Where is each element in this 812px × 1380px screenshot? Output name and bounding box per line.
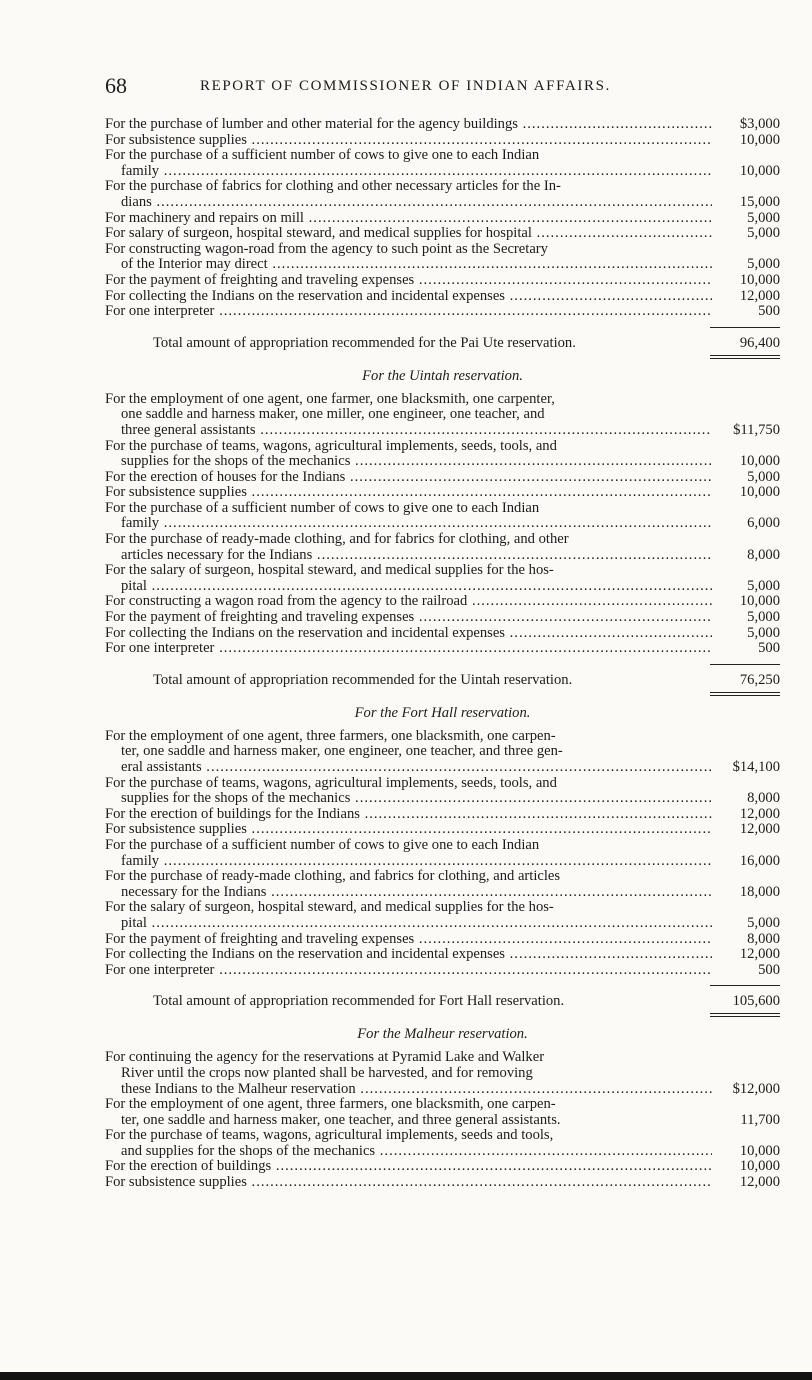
item-amount: 11,700	[740, 1111, 780, 1128]
appropriation-line	[105, 423, 780, 439]
appropriation-line	[105, 485, 780, 501]
item-text: For machinery and repairs on mill .....	[105, 211, 712, 227]
item-amount: $14,100	[732, 759, 780, 775]
item-text: For the purchase of lumber and other material for the agency buildings .....	[105, 117, 712, 133]
item-text: For the purchase of ready-made clothing, and for fabrics for clothing, and other	[105, 532, 569, 548]
total-fort-hall	[105, 990, 780, 1012]
item-amount: 10,000	[739, 593, 780, 610]
item-amount: 10,000	[739, 271, 780, 288]
appropriation-line	[105, 1097, 780, 1113]
item-text: For one interpreter .....	[105, 641, 712, 657]
total-label: Total amount of appropriation recommended for Fort Hall reservation.	[153, 993, 565, 1010]
appropriation-line	[105, 869, 780, 885]
item-amount: 10,000	[739, 1158, 780, 1175]
appropriation-line	[105, 1175, 780, 1191]
item-text: For the employment of one agent, three farmers, one blacksmith, one carpen-	[105, 728, 556, 744]
item-text: For subsistence supplies .....	[105, 1175, 712, 1191]
appropriation-line	[105, 117, 780, 133]
item-amount: 6,000	[747, 515, 780, 532]
total-label: Total amount of appropriation recommended for the Uintah reservation.	[153, 671, 573, 688]
item-amount: 5,000	[747, 468, 780, 485]
appropriation-line	[105, 1050, 780, 1066]
appropriation-line	[105, 289, 780, 305]
total-pai-ute	[105, 332, 780, 354]
appropriation-line	[105, 532, 780, 548]
item-amount: 12,000	[739, 821, 780, 838]
item-text: River until the crops now planted shall be harvested, and for removing	[121, 1065, 533, 1081]
item-text: For the salary of surgeon, hospital steward, and medical supplies for the hos-	[105, 563, 554, 579]
total-value: 105,600	[732, 993, 780, 1010]
page-number: 68	[105, 73, 127, 98]
appropriation-line	[105, 641, 780, 657]
appropriation-line	[105, 838, 780, 854]
item-amount: 5,000	[747, 914, 780, 931]
item-text: family .....	[121, 854, 712, 870]
item-amount: 10,000	[739, 162, 780, 179]
item-text: For the payment of freighting and traveling expenses .....	[105, 273, 712, 289]
item-text: For the employment of one agent, three farmers, one blacksmith, one carpen-	[105, 1097, 556, 1113]
item-amount: 5,000	[747, 609, 780, 626]
item-text: three general assistants .....	[121, 423, 712, 439]
item-amount: 12,000	[739, 805, 780, 822]
item-text: eral assistants .....	[121, 760, 712, 776]
item-amount: 5,000	[747, 225, 780, 242]
item-text: dians .....	[121, 195, 712, 211]
item-amount: 5,000	[747, 577, 780, 594]
item-amount: 18,000	[739, 883, 780, 900]
appropriation-line	[105, 610, 780, 626]
appropriation-line	[105, 1144, 780, 1160]
item-amount: $12,000	[732, 1080, 780, 1097]
item-amount: 12,000	[739, 287, 780, 304]
appropriation-line	[105, 963, 780, 979]
section-heading-uintah: For the Uintah reservation.	[362, 367, 523, 384]
item-text: For constructing wagon-road from the agency to such point as the Secretary	[105, 241, 548, 257]
item-text: For the erection of buildings for the Indians .....	[105, 807, 712, 823]
total-uintah	[105, 669, 780, 691]
item-text: For one interpreter .....	[105, 963, 712, 979]
running-title: REPORT OF COMMISSIONER OF INDIAN AFFAIRS.	[200, 78, 611, 94]
item-amount: 5,000	[747, 209, 780, 226]
appropriation-line	[105, 179, 780, 195]
item-text: For the purchase of a sufficient number of cows to give one to each Indian	[105, 148, 540, 164]
item-amount: 10,000	[739, 131, 780, 148]
item-text: For the purchase of a sufficient number of cows to give one to each Indian	[105, 837, 540, 853]
item-text: For the purchase of teams, wagons, agricultural implements, seeds and tools,	[105, 1128, 554, 1144]
item-text: For subsistence supplies .....	[105, 133, 712, 149]
item-amount: 500	[758, 640, 780, 657]
appropriation-line	[105, 791, 780, 807]
item-text: For salary of surgeon, hospital steward, and medical supplies for hospital .....	[105, 226, 712, 242]
item-text: ter, one saddle and harness maker, one teacher, and three general assistants.	[121, 1112, 561, 1128]
appropriation-line	[105, 454, 780, 470]
item-amount: 5,000	[747, 624, 780, 641]
appropriation-line	[105, 164, 780, 180]
item-text: For the purchase of teams, wagons, agricultural implements, seeds, tools, and	[105, 775, 557, 791]
appropriation-line	[105, 885, 780, 901]
appropriation-line	[105, 1128, 780, 1144]
appropriation-line	[105, 257, 780, 273]
appropriation-line	[105, 226, 780, 242]
item-text: articles necessary for the Indians .....	[121, 548, 712, 564]
appropriation-line	[105, 579, 780, 595]
item-text: For the payment of freighting and traveling expenses .....	[105, 932, 712, 948]
item-amount: 15,000	[739, 193, 780, 210]
appropriation-line	[105, 807, 780, 823]
appropriation-line	[105, 900, 780, 916]
appropriation-line	[105, 744, 780, 760]
scan-bottom-edge	[0, 1372, 812, 1380]
item-text: For the purchase of fabrics for clothing and other necessary articles for the In-	[105, 179, 561, 195]
item-text: pital .....	[121, 579, 712, 595]
appropriation-line	[105, 594, 780, 610]
appropriation-line	[105, 1113, 780, 1129]
item-text: For the purchase of a sufficient number of cows to give one to each Indian	[105, 500, 540, 516]
item-text: ter, one saddle and harness maker, one engineer, one teacher, and three gen-	[121, 744, 563, 760]
item-amount: $11,750	[733, 421, 780, 438]
item-amount: 500	[758, 961, 780, 978]
item-text: For the employment of one agent, one farmer, one blacksmith, one carpenter,	[105, 391, 555, 407]
item-amount: 10,000	[739, 484, 780, 501]
total-value: 76,250	[739, 671, 780, 688]
item-text: For the salary of surgeon, hospital steward, and medical supplies for the hos-	[105, 900, 554, 916]
item-amount: 500	[758, 303, 780, 320]
item-amount: 8,000	[747, 930, 780, 947]
appropriation-line	[105, 1159, 780, 1175]
item-text: For collecting the Indians on the reservation and incidental expenses .....	[105, 289, 712, 305]
appropriation-line	[105, 516, 780, 532]
item-text: family .....	[121, 164, 712, 180]
appropriation-line	[105, 760, 780, 776]
item-text: one saddle and harness maker, one miller, one engineer, one teacher, and	[121, 407, 545, 423]
item-text: these Indians to the Malheur reservation .....	[121, 1082, 712, 1098]
appropriation-line	[105, 273, 780, 289]
item-text: For collecting the Indians on the reservation and incidental expenses .....	[105, 626, 712, 642]
total-label: Total amount of appropriation recommended for the Pai Ute reservation.	[153, 334, 576, 351]
appropriation-line	[105, 1066, 780, 1082]
appropriation-line	[105, 563, 780, 579]
appropriation-line	[105, 916, 780, 932]
item-amount: 10,000	[739, 453, 780, 470]
appropriation-line	[105, 439, 780, 455]
total-value: 96,400	[739, 334, 780, 351]
appropriation-line	[105, 822, 780, 838]
page-header	[105, 73, 780, 99]
item-text: supplies for the shops of the mechanics .....	[121, 454, 712, 470]
item-text: For one interpreter .....	[105, 304, 712, 320]
item-text: supplies for the shops of the mechanics .....	[121, 791, 712, 807]
section-heading-malheur: For the Malheur reservation.	[357, 1026, 528, 1043]
appropriation-line	[105, 407, 780, 423]
item-amount: 10,000	[739, 1142, 780, 1159]
section-heading-fort-hall: For the Fort Hall reservation.	[354, 704, 531, 721]
item-amount: 16,000	[739, 852, 780, 869]
appropriation-line	[105, 932, 780, 948]
appropriation-line	[105, 1082, 780, 1098]
item-text: For the erection of houses for the Indians .....	[105, 470, 712, 486]
item-amount: 8,000	[747, 790, 780, 807]
item-text: and supplies for the shops of the mechanics .....	[121, 1144, 712, 1160]
item-amount: $3,000	[739, 116, 780, 132]
appropriation-line	[105, 133, 780, 149]
appropriation-line	[105, 501, 780, 517]
item-amount: 5,000	[747, 256, 780, 273]
appropriation-line	[105, 242, 780, 258]
item-text: pital .....	[121, 916, 712, 932]
appropriation-line	[105, 148, 780, 164]
appropriation-line	[105, 548, 780, 564]
appropriation-line	[105, 470, 780, 486]
appropriation-line	[105, 211, 780, 227]
item-text: For subsistence supplies .....	[105, 485, 712, 501]
item-text: For collecting the Indians on the reservation and incidental expenses .....	[105, 947, 712, 963]
appropriation-line	[105, 304, 780, 320]
item-text: For continuing the agency for the reservations at Pyramid Lake and Walker	[105, 1050, 545, 1066]
item-text: of the Interior may direct .....	[121, 257, 712, 273]
item-text: For the payment of freighting and traveling expenses .....	[105, 610, 712, 626]
item-amount: 12,000	[739, 946, 780, 963]
appropriation-line	[105, 947, 780, 963]
item-text: For constructing a wagon road from the agency to the railroad .....	[105, 594, 712, 610]
item-text: For the purchase of teams, wagons, agricultural implements, seeds, tools, and	[105, 438, 557, 454]
section-pai-ute	[105, 117, 780, 1191]
item-text: necessary for the Indians .....	[121, 885, 712, 901]
appropriation-line	[105, 392, 780, 408]
item-amount: 12,000	[739, 1174, 780, 1191]
appropriation-line	[105, 195, 780, 211]
item-text: For subsistence supplies .....	[105, 822, 712, 838]
appropriation-line	[105, 776, 780, 792]
item-amount: 8,000	[747, 546, 780, 563]
appropriation-line	[105, 854, 780, 870]
item-text: For the purchase of ready-made clothing, and fabrics for clothing, and articles	[105, 869, 561, 885]
appropriation-line	[105, 626, 780, 642]
item-text: For the erection of buildings .....	[105, 1159, 712, 1175]
appropriation-line	[105, 729, 780, 745]
item-text: family .....	[121, 516, 712, 532]
